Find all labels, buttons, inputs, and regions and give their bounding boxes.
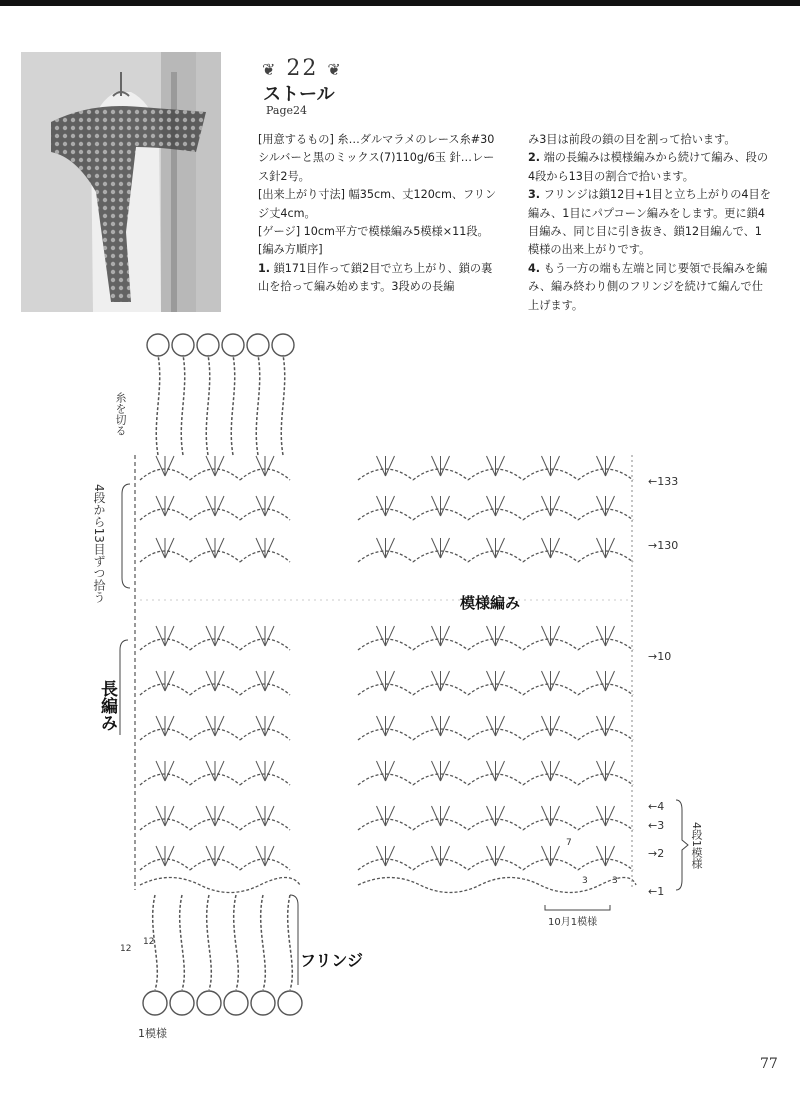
top-right-row-2-stitch xyxy=(432,538,441,558)
top-left-row-1-stitch xyxy=(206,496,215,516)
mid-right-row-5-stitch xyxy=(542,846,551,866)
mid-left-row-0-stitch xyxy=(165,626,174,646)
size-label: [出来上がり寸法] xyxy=(258,188,346,202)
top-fringe-chain xyxy=(256,355,259,455)
mid-right-row-3-stitch xyxy=(386,761,395,781)
mid-right-row-3-stitch xyxy=(597,761,606,781)
mid-right-row-2-stitch xyxy=(377,716,386,736)
step-1-continued xyxy=(528,131,773,149)
ornament-left-icon: ❦ xyxy=(262,60,278,79)
step-4 xyxy=(528,260,773,315)
mid-left-row-1-stitch xyxy=(206,671,215,691)
repeat-label: 10月1模様 xyxy=(548,917,598,928)
mid-right-row-5-stitch xyxy=(386,846,395,866)
row-marker-130: →130 xyxy=(648,539,679,552)
mid-right-row-5-stitch xyxy=(597,846,606,866)
top-right-row-2-stitch xyxy=(441,538,450,558)
mid-left-row-5-stitch xyxy=(165,846,174,866)
mid-right-row-0-stitch xyxy=(496,626,505,646)
top-right-row-0-stitch xyxy=(386,456,395,476)
top-left-row-1-stitch xyxy=(165,496,174,516)
row-marker-4: ←4 xyxy=(648,800,665,813)
top-fringe-popcorn xyxy=(197,334,219,356)
step-2-number: 2. xyxy=(528,151,541,165)
mid-right-row-0-stitch xyxy=(441,626,450,646)
top-left-row-0-stitch xyxy=(215,456,224,476)
gauge-label: [ゲージ] xyxy=(258,225,301,239)
mid-right-row-0-stitch xyxy=(432,626,441,646)
mid-right-row-1-stitch xyxy=(542,671,551,691)
inner-number-7: 7 xyxy=(566,838,572,848)
mid-right-row-4-stitch xyxy=(542,806,551,826)
mid-left-row-3-stitch xyxy=(156,761,165,781)
bottom-chain-left xyxy=(140,878,300,893)
inner-number-3b: 3 xyxy=(612,876,618,886)
top-right-row-1-stitch xyxy=(606,496,615,516)
bottom-fringe-chain xyxy=(234,895,239,990)
step-2 xyxy=(528,149,773,186)
mid-left-row-2-stitch xyxy=(265,716,274,736)
pattern-label: 模様編み xyxy=(460,594,521,612)
step-4-number: 4. xyxy=(528,261,541,275)
mid-right-row-0-stitch xyxy=(487,626,496,646)
mid-right-row-1-stitch xyxy=(386,671,395,691)
bottom-fringe-chain xyxy=(261,895,266,990)
top-left-row-2-stitch xyxy=(165,538,174,558)
mid-right-row-1-stitch xyxy=(441,671,450,691)
page-title: ストール xyxy=(263,84,335,105)
top-fringe-chain xyxy=(281,355,284,455)
mid-right-row-0-stitch xyxy=(386,626,395,646)
top-right-row-2-stitch xyxy=(551,538,560,558)
top-fringe-chain xyxy=(181,355,184,455)
top-fringe-popcorn xyxy=(247,334,269,356)
top-right-row-0-stitch xyxy=(487,456,496,476)
step-1 xyxy=(258,260,503,297)
top-right-row-1-stitch xyxy=(597,496,606,516)
top-left-row-2-stitch xyxy=(215,538,224,558)
top-right-row-1-stitch xyxy=(551,496,560,516)
step-1-continued-text: み3目は前段の鎖の目を割って拾います。 xyxy=(528,133,736,146)
bottom-fringe-chain xyxy=(180,895,185,990)
bottom-fringe-chain xyxy=(288,895,293,990)
four-rows-label: 4段1模様 xyxy=(690,822,703,869)
repeat-bracket xyxy=(545,905,610,910)
mid-left-row-4-stitch xyxy=(215,806,224,826)
mid-right-row-2-stitch xyxy=(597,716,606,736)
top-left-row-0-stitch xyxy=(265,456,274,476)
stole-photo xyxy=(21,52,221,312)
mid-right-row-2-stitch xyxy=(496,716,505,736)
mid-left-row-1-stitch xyxy=(215,671,224,691)
top-fringe-popcorn xyxy=(172,334,194,356)
dc-label: 長編み xyxy=(97,680,117,731)
inner-number-3a: 3 xyxy=(582,876,588,886)
pick-up-label: 4段から13目ずつ拾う xyxy=(92,484,106,603)
mid-right-row-0-stitch xyxy=(597,626,606,646)
top-right-row-2-stitch xyxy=(386,538,395,558)
row-marker-133: ←133 xyxy=(648,475,679,488)
mid-left-row-1-stitch xyxy=(256,671,265,691)
bottom-fringe-chain xyxy=(207,895,212,990)
mid-left-row-5-stitch xyxy=(256,846,265,866)
top-fringe-chain xyxy=(156,355,159,455)
mid-right-row-1-stitch xyxy=(487,671,496,691)
mid-left-row-4-stitch xyxy=(256,806,265,826)
mid-right-row-4-stitch xyxy=(386,806,395,826)
mid-left-row-0-stitch xyxy=(265,626,274,646)
chain-count-left: 12 xyxy=(120,944,132,954)
top-right-row-1-stitch xyxy=(542,496,551,516)
top-right-row-1-stitch xyxy=(386,496,395,516)
mid-right-row-2-stitch xyxy=(551,716,560,736)
mid-left-row-3-stitch xyxy=(215,761,224,781)
top-fringe-chain xyxy=(231,355,234,455)
top-fringe-popcorn xyxy=(222,334,244,356)
top-left-row-1-stitch xyxy=(156,496,165,516)
mid-right-row-3-stitch xyxy=(432,761,441,781)
mid-right-row-1-stitch xyxy=(496,671,505,691)
top-left-row-2-stitch xyxy=(256,538,265,558)
top-right-row-1-stitch xyxy=(432,496,441,516)
dc-bracket xyxy=(120,640,128,735)
bottom-fringe-popcorn xyxy=(224,991,248,1015)
row-marker-2: →2 xyxy=(648,847,665,860)
bottom-chain-right xyxy=(358,878,636,893)
top-left-row-1-stitch xyxy=(256,496,265,516)
cut-yarn-label: 糸を切る xyxy=(114,392,127,436)
step-1-text: 鎖171目作って鎖2目で立ち上がり、鎖の裏山を拾って編み始めます。3段めの長編 xyxy=(258,261,493,294)
step-3-text: フリンジは鎖12目+1目と立ち上がりの4目を編み、1目にパプコーン編みをします。更に鎖4目編み、同じ目に引き抜き、鎖12目編んで、1模様の出来上がりです。 xyxy=(528,188,771,257)
step-3 xyxy=(528,186,773,260)
top-right-row-2-stitch xyxy=(542,538,551,558)
top-right-row-1-stitch xyxy=(377,496,386,516)
mid-left-row-2-stitch xyxy=(206,716,215,736)
mid-right-row-4-stitch xyxy=(377,806,386,826)
mid-left-row-3-stitch xyxy=(165,761,174,781)
mid-right-row-5-stitch xyxy=(496,846,505,866)
mid-right-row-3-stitch xyxy=(377,761,386,781)
mid-right-row-2-stitch xyxy=(606,716,615,736)
size-line xyxy=(258,186,503,223)
gauge-line xyxy=(258,223,503,241)
mid-right-row-5-stitch xyxy=(432,846,441,866)
mid-right-row-4-stitch xyxy=(487,806,496,826)
mid-right-row-3-stitch xyxy=(551,761,560,781)
mid-left-row-4-stitch xyxy=(156,806,165,826)
mid-right-row-0-stitch xyxy=(606,626,615,646)
step-2-text: 端の長編みは模様編みから続けて編み、段の4段から13目の割合で拾います。 xyxy=(528,151,769,183)
mid-right-row-5-stitch xyxy=(377,846,386,866)
step-1-number: 1. xyxy=(258,261,271,275)
top-right-row-0-stitch xyxy=(551,456,560,476)
mid-left-row-3-stitch xyxy=(206,761,215,781)
top-right-row-0-stitch xyxy=(441,456,450,476)
bottom-fringe-popcorn xyxy=(170,991,194,1015)
top-right-row-2-stitch xyxy=(597,538,606,558)
gauge-text: 10cm平方で模様編み5模様×11段。 xyxy=(303,225,489,239)
top-right-row-0-stitch xyxy=(606,456,615,476)
top-fringe-chain xyxy=(206,355,209,455)
mid-right-row-5-stitch xyxy=(487,846,496,866)
mid-right-row-0-stitch xyxy=(551,626,560,646)
mid-right-row-2-stitch xyxy=(487,716,496,736)
bottom-fringe-popcorn xyxy=(197,991,221,1015)
mid-left-row-5-stitch xyxy=(215,846,224,866)
mid-left-row-1-stitch xyxy=(156,671,165,691)
mid-right-row-2-stitch xyxy=(441,716,450,736)
mid-left-row-3-stitch xyxy=(265,761,274,781)
top-right-row-2-stitch xyxy=(496,538,505,558)
mid-right-row-2-stitch xyxy=(542,716,551,736)
step-3-number: 3. xyxy=(528,188,541,202)
mid-left-row-4-stitch xyxy=(165,806,174,826)
mid-right-row-3-stitch xyxy=(496,761,505,781)
bottom-fringe-popcorn xyxy=(143,991,167,1015)
top-right-row-1-stitch xyxy=(441,496,450,516)
page-number: 77 xyxy=(760,1056,778,1072)
mid-right-row-1-stitch xyxy=(377,671,386,691)
mid-right-row-3-stitch xyxy=(441,761,450,781)
chain-count-right: 12 xyxy=(143,937,155,947)
mid-right-row-1-stitch xyxy=(432,671,441,691)
top-left-row-2-stitch xyxy=(265,538,274,558)
mid-right-row-2-stitch xyxy=(432,716,441,736)
bottom-fringe-popcorn xyxy=(278,991,302,1015)
materials-line xyxy=(258,131,503,186)
mid-left-row-5-stitch xyxy=(265,846,274,866)
mid-left-row-4-stitch xyxy=(265,806,274,826)
pattern-number: 22 xyxy=(286,56,319,81)
top-right-row-0-stitch xyxy=(597,456,606,476)
mid-right-row-1-stitch xyxy=(597,671,606,691)
mid-left-row-3-stitch xyxy=(256,761,265,781)
page-reference: Page24 xyxy=(266,104,308,117)
mid-right-row-3-stitch xyxy=(542,761,551,781)
method-label: [編み方順序] xyxy=(258,243,323,257)
fringe-label: フリンジ xyxy=(300,951,363,970)
top-left-row-1-stitch xyxy=(215,496,224,516)
top-rule xyxy=(0,0,800,6)
mid-left-row-5-stitch xyxy=(206,846,215,866)
row-marker-1: ←1 xyxy=(648,885,665,898)
mid-left-row-1-stitch xyxy=(265,671,274,691)
instructions-column-2 xyxy=(528,131,773,315)
mid-left-row-1-stitch xyxy=(165,671,174,691)
mid-right-row-3-stitch xyxy=(606,761,615,781)
row-marker-3: ←3 xyxy=(648,819,665,832)
mid-right-row-4-stitch xyxy=(551,806,560,826)
top-right-row-2-stitch xyxy=(606,538,615,558)
mid-left-row-0-stitch xyxy=(206,626,215,646)
mid-right-row-5-stitch xyxy=(606,846,615,866)
mid-right-row-0-stitch xyxy=(542,626,551,646)
materials-label: [用意するもの] xyxy=(258,133,334,146)
mid-left-row-2-stitch xyxy=(215,716,224,736)
mid-left-row-2-stitch xyxy=(256,716,265,736)
mid-left-row-5-stitch xyxy=(156,846,165,866)
top-right-row-1-stitch xyxy=(496,496,505,516)
mid-right-row-4-stitch xyxy=(597,806,606,826)
top-right-row-2-stitch xyxy=(377,538,386,558)
mid-right-row-4-stitch xyxy=(606,806,615,826)
top-left-row-0-stitch xyxy=(206,456,215,476)
mid-right-row-4-stitch xyxy=(496,806,505,826)
mid-left-row-0-stitch xyxy=(256,626,265,646)
mid-right-row-4-stitch xyxy=(432,806,441,826)
mid-left-row-0-stitch xyxy=(156,626,165,646)
mid-right-row-3-stitch xyxy=(487,761,496,781)
mid-left-row-2-stitch xyxy=(165,716,174,736)
bottom-fringe-popcorn xyxy=(251,991,275,1015)
mid-left-row-0-stitch xyxy=(215,626,224,646)
materials-text: 糸…ダルマラメのレース糸#30 シルバーと黒のミックス(7)110g/6玉 針…レース針2号。 xyxy=(258,133,495,183)
top-left-row-0-stitch xyxy=(256,456,265,476)
top-right-row-0-stitch xyxy=(432,456,441,476)
mid-right-row-1-stitch xyxy=(606,671,615,691)
top-fringe-popcorn xyxy=(272,334,294,356)
top-right-row-0-stitch xyxy=(496,456,505,476)
top-right-row-0-stitch xyxy=(542,456,551,476)
mid-right-row-2-stitch xyxy=(386,716,395,736)
mid-right-row-0-stitch xyxy=(377,626,386,646)
top-left-row-0-stitch xyxy=(156,456,165,476)
mid-right-row-1-stitch xyxy=(551,671,560,691)
instructions-column-1 xyxy=(258,131,503,297)
size-text: 幅35cm、丈120cm、フリンジ丈4cm。 xyxy=(258,188,497,220)
row-marker-10: →10 xyxy=(648,650,672,663)
top-right-row-2-stitch xyxy=(487,538,496,558)
step-4-text: もう一方の端も左端と同じ要領で長編みを編み、編み終わり側のフリンジを続けて編んで仕上げます。 xyxy=(528,261,768,312)
pattern-number-heading xyxy=(262,56,343,81)
fringe-bracket xyxy=(290,895,298,985)
top-left-row-2-stitch xyxy=(206,538,215,558)
top-fringe-popcorn xyxy=(147,334,169,356)
method-heading xyxy=(258,241,503,259)
mid-right-row-4-stitch xyxy=(441,806,450,826)
one-motif-label: 1模様 xyxy=(138,1027,167,1040)
top-left-row-0-stitch xyxy=(165,456,174,476)
mid-right-row-5-stitch xyxy=(551,846,560,866)
mid-right-row-5-stitch xyxy=(441,846,450,866)
mid-left-row-2-stitch xyxy=(156,716,165,736)
top-right-row-1-stitch xyxy=(487,496,496,516)
ornament-right-icon: ❦ xyxy=(327,60,343,79)
top-left-row-2-stitch xyxy=(156,538,165,558)
pickup-bracket xyxy=(122,484,130,588)
top-right-row-0-stitch xyxy=(377,456,386,476)
four-rows-bracket xyxy=(676,800,688,890)
top-left-row-1-stitch xyxy=(265,496,274,516)
mid-left-row-4-stitch xyxy=(206,806,215,826)
